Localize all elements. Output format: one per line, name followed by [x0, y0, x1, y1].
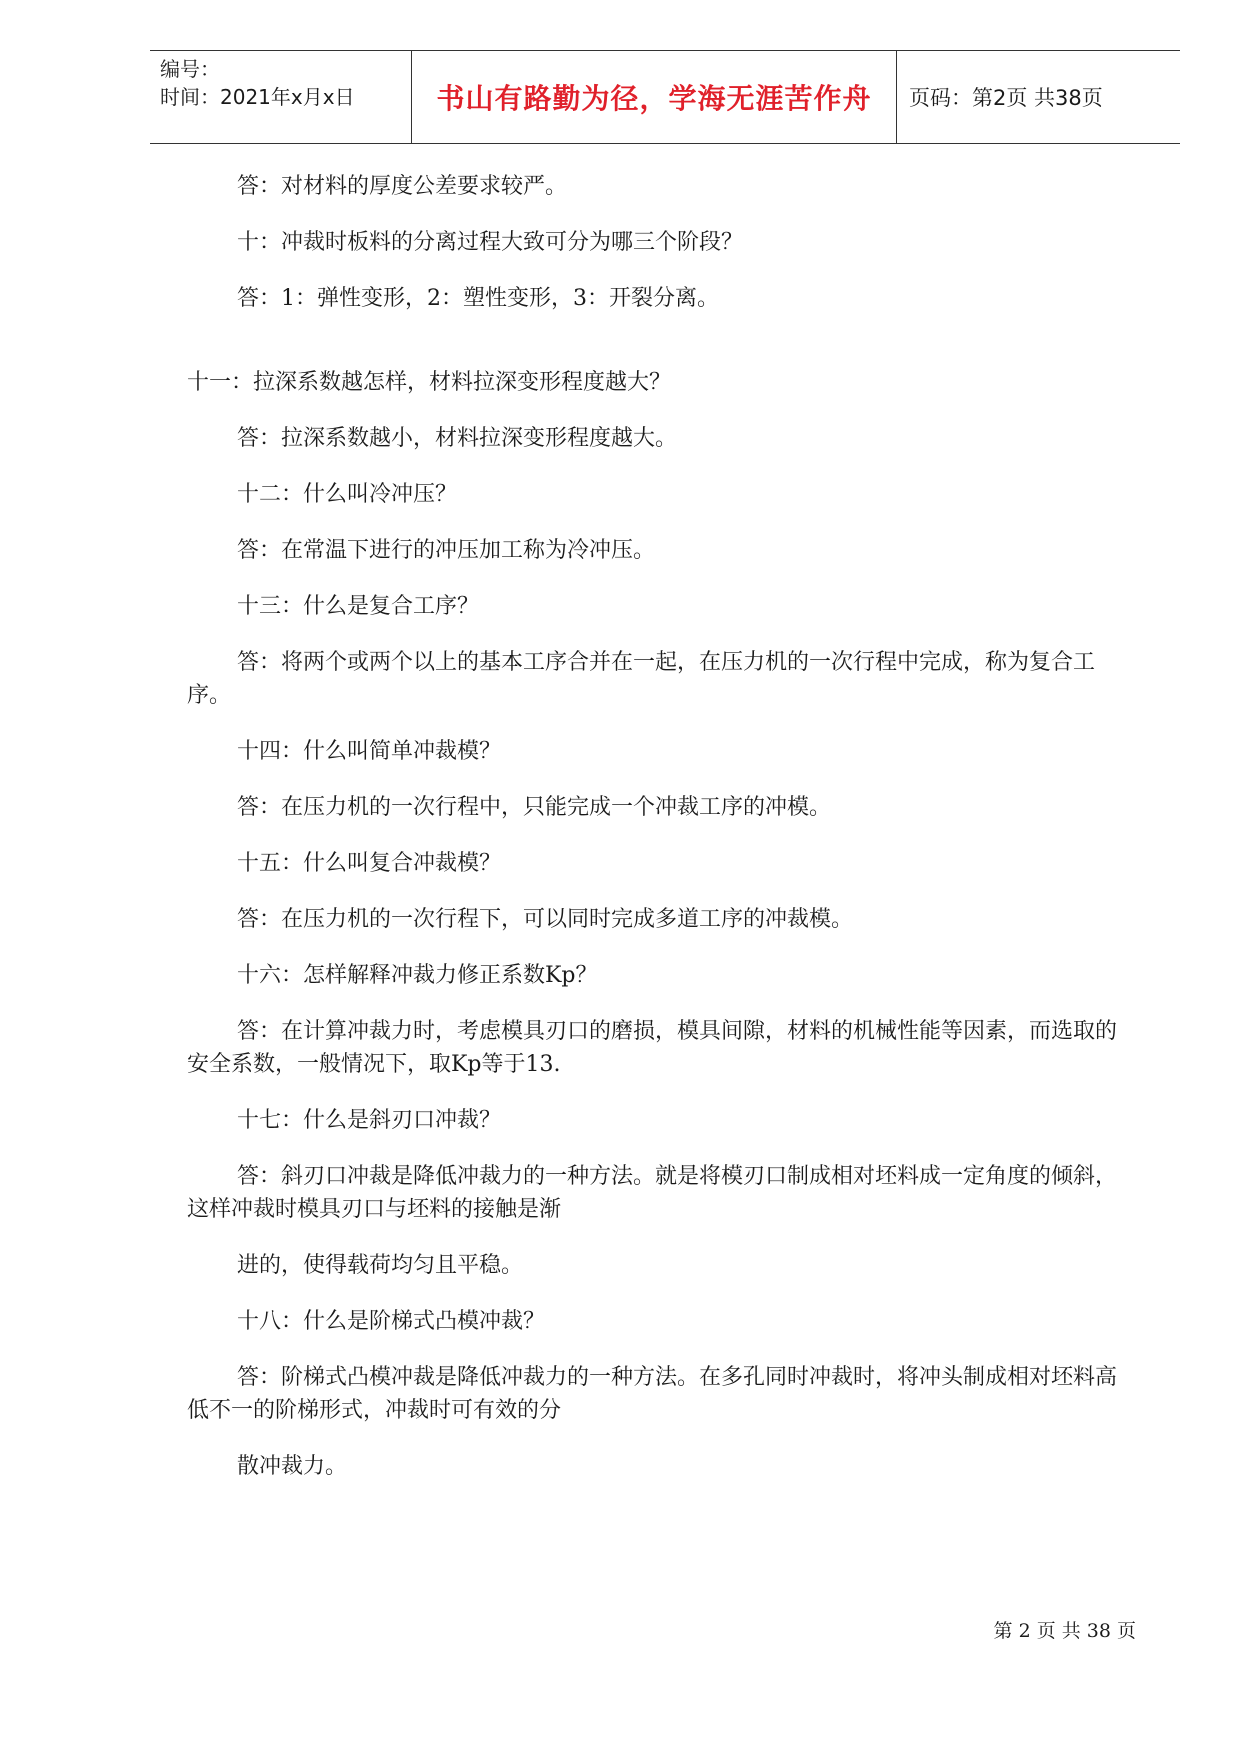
document-body	[187, 170, 1137, 1483]
paragraph: 答：在压力机的一次行程下，可以同时完成多道工序的冲裁模。	[237, 907, 854, 932]
page-header	[150, 50, 1180, 144]
paragraph: 答：拉深系数越小，材料拉深变形程度越大。	[237, 426, 678, 451]
paragraph: 答：阶梯式凸模冲裁是降低冲裁力的一种方法。在多孔同时冲裁时，将冲头制成相对坯料高低不一的阶梯形式，冲裁时可有效的分	[187, 1365, 1118, 1423]
paragraph: 十七：什么是斜刃口冲裁？	[237, 1108, 502, 1133]
header-info	[150, 51, 412, 143]
paragraph: 答：在常温下进行的冲压加工称为冷冲压。	[237, 538, 656, 563]
paragraph: 十四：什么叫简单冲裁模？	[237, 739, 502, 764]
paragraph: 答：在压力机的一次行程中，只能完成一个冲裁工序的冲模。	[237, 795, 832, 820]
paragraph: 十：冲裁时板料的分离过程大致可分为哪三个阶段？	[237, 230, 744, 255]
header-motto: 书山有路勤为径，学海无涯苦作舟	[436, 82, 872, 115]
paragraph: 散冲裁力。	[237, 1454, 348, 1479]
paragraph: 十八：什么是阶梯式凸模冲裁？	[237, 1309, 546, 1334]
paragraph: 答：将两个或两个以上的基本工序合并在一起，在压力机的一次行程中完成，称为复合工序。	[187, 650, 1096, 708]
paragraph: 答：斜刃口冲裁是降低冲裁力的一种方法。就是将模刃口制成相对坯料成一定角度的倾斜，这样冲裁时模具刃口与坯料的接触是渐	[187, 1164, 1118, 1222]
serial-label: 编号：	[160, 57, 220, 81]
header-motto-cell	[412, 51, 897, 143]
paragraph: 进的，使得载荷均匀且平稳。	[237, 1253, 524, 1278]
header-page-cell	[897, 51, 1180, 143]
paragraph: 十六：怎样解释冲裁力修正系数Kp？	[237, 963, 598, 988]
time-label: 时间：2021年x月x日	[160, 85, 355, 109]
page-footer: 第 2 页 共 38 页	[993, 1620, 1136, 1642]
header-page-label: 页码：第2页 共38页	[909, 86, 1103, 110]
paragraph: 十二：什么叫冷冲压？	[237, 482, 458, 507]
paragraph: 十一：拉深系数越怎样，材料拉深变形程度越大？	[187, 370, 672, 395]
paragraph: 答：对材料的厚度公差要求较严。	[237, 174, 568, 199]
paragraph: 答：在计算冲裁力时，考虑模具刃口的磨损，模具间隙，材料的机械性能等因素，而选取的安全系数，一般情况下，取Kp等于13.	[187, 1019, 1118, 1077]
paragraph: 十三：什么是复合工序？	[237, 594, 480, 619]
paragraph: 十五：什么叫复合冲裁模？	[237, 851, 502, 876]
paragraph: 答：1：弹性变形，2：塑性变形，3：开裂分离。	[237, 286, 719, 311]
